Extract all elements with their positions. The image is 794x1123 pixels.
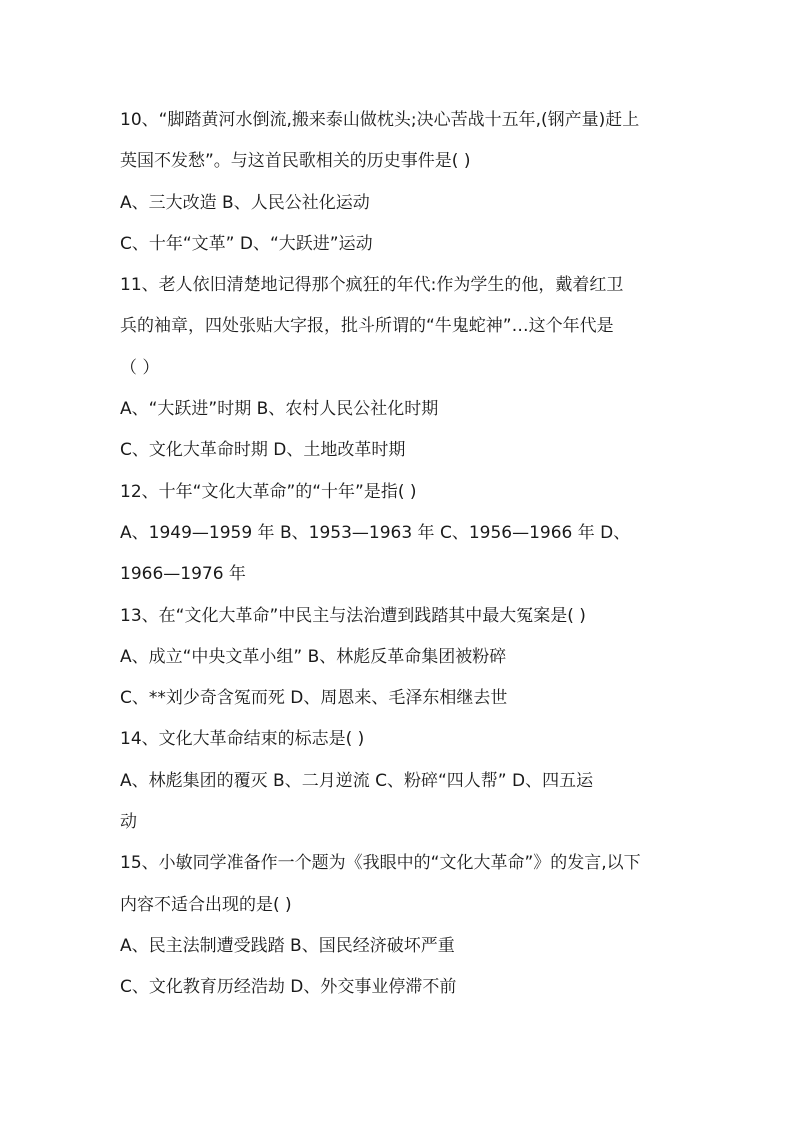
question-list (120, 100, 690, 1009)
q14-options-line-1: A、林彪集团的覆灭 B、二月逆流 C、粉碎“四人帮” D、四五运 (120, 770, 594, 791)
q13-options-ab: A、成立“中央文革小组” B、林彪反革命集团被粉碎 (120, 646, 507, 667)
q14-stem: 14、文化大革命结束的标志是( ) (120, 729, 365, 750)
q15-stem-line-2: 内容不适合出现的是( ) (120, 894, 292, 915)
q11-stem-line-3: （ ） (120, 357, 160, 378)
q14-options-line-2: 动 (120, 812, 137, 833)
q15-options-cd: C、文化教育历经浩劫 D、外交事业停滞不前 (120, 977, 457, 998)
q10-stem-line-2: 英国不发愁”。与这首民歌相关的历史事件是( ) (120, 151, 471, 172)
q15-options-ab: A、民主法制遭受践踏 B、国民经济破坏严重 (120, 935, 455, 956)
q12-options-line-2: 1966—1976 年 (120, 564, 246, 585)
q10-options-ab: A、三大改造 B、人民公社化运动 (120, 192, 370, 213)
q11-options-ab: A、“大跃进”时期 B、农村人民公社化时期 (120, 399, 439, 420)
q13-options-cd: C、**刘少奇含冤而死 D、周恩来、毛泽东相继去世 (120, 688, 508, 709)
q13-stem: 13、在“文化大革命”中民主与法治遭到践踏其中最大冤案是( ) (120, 605, 586, 626)
q12-stem: 12、十年“文化大革命”的“十年”是指( ) (120, 481, 417, 502)
q12-options-line-1: A、1949—1959 年 B、1953—1963 年 C、1956—1966 年 D、 (120, 522, 631, 543)
q11-options-cd: C、文化大革命时期 D、土地改革时期 (120, 440, 406, 461)
q15-stem-line-1: 15、小敏同学准备作一个题为《我眼中的“文化大革命”》的发言,以下 (120, 853, 641, 874)
q11-stem-line-1: 11、老人依旧清楚地记得那个疯狂的年代:作为学生的他，戴着红卫 (120, 275, 624, 296)
q10-options-cd: C、十年“文革” D、“大跃进”运动 (120, 233, 373, 254)
q10-stem-line-1: 10、“脚踏黄河水倒流,搬来泰山做枕头;决心苦战十五年,(钢产量)赶上 (120, 110, 640, 130)
q11-stem-line-2: 兵的袖章，四处张贴大字报，批斗所谓的“牛鬼蛇神”…这个年代是 (120, 316, 614, 337)
